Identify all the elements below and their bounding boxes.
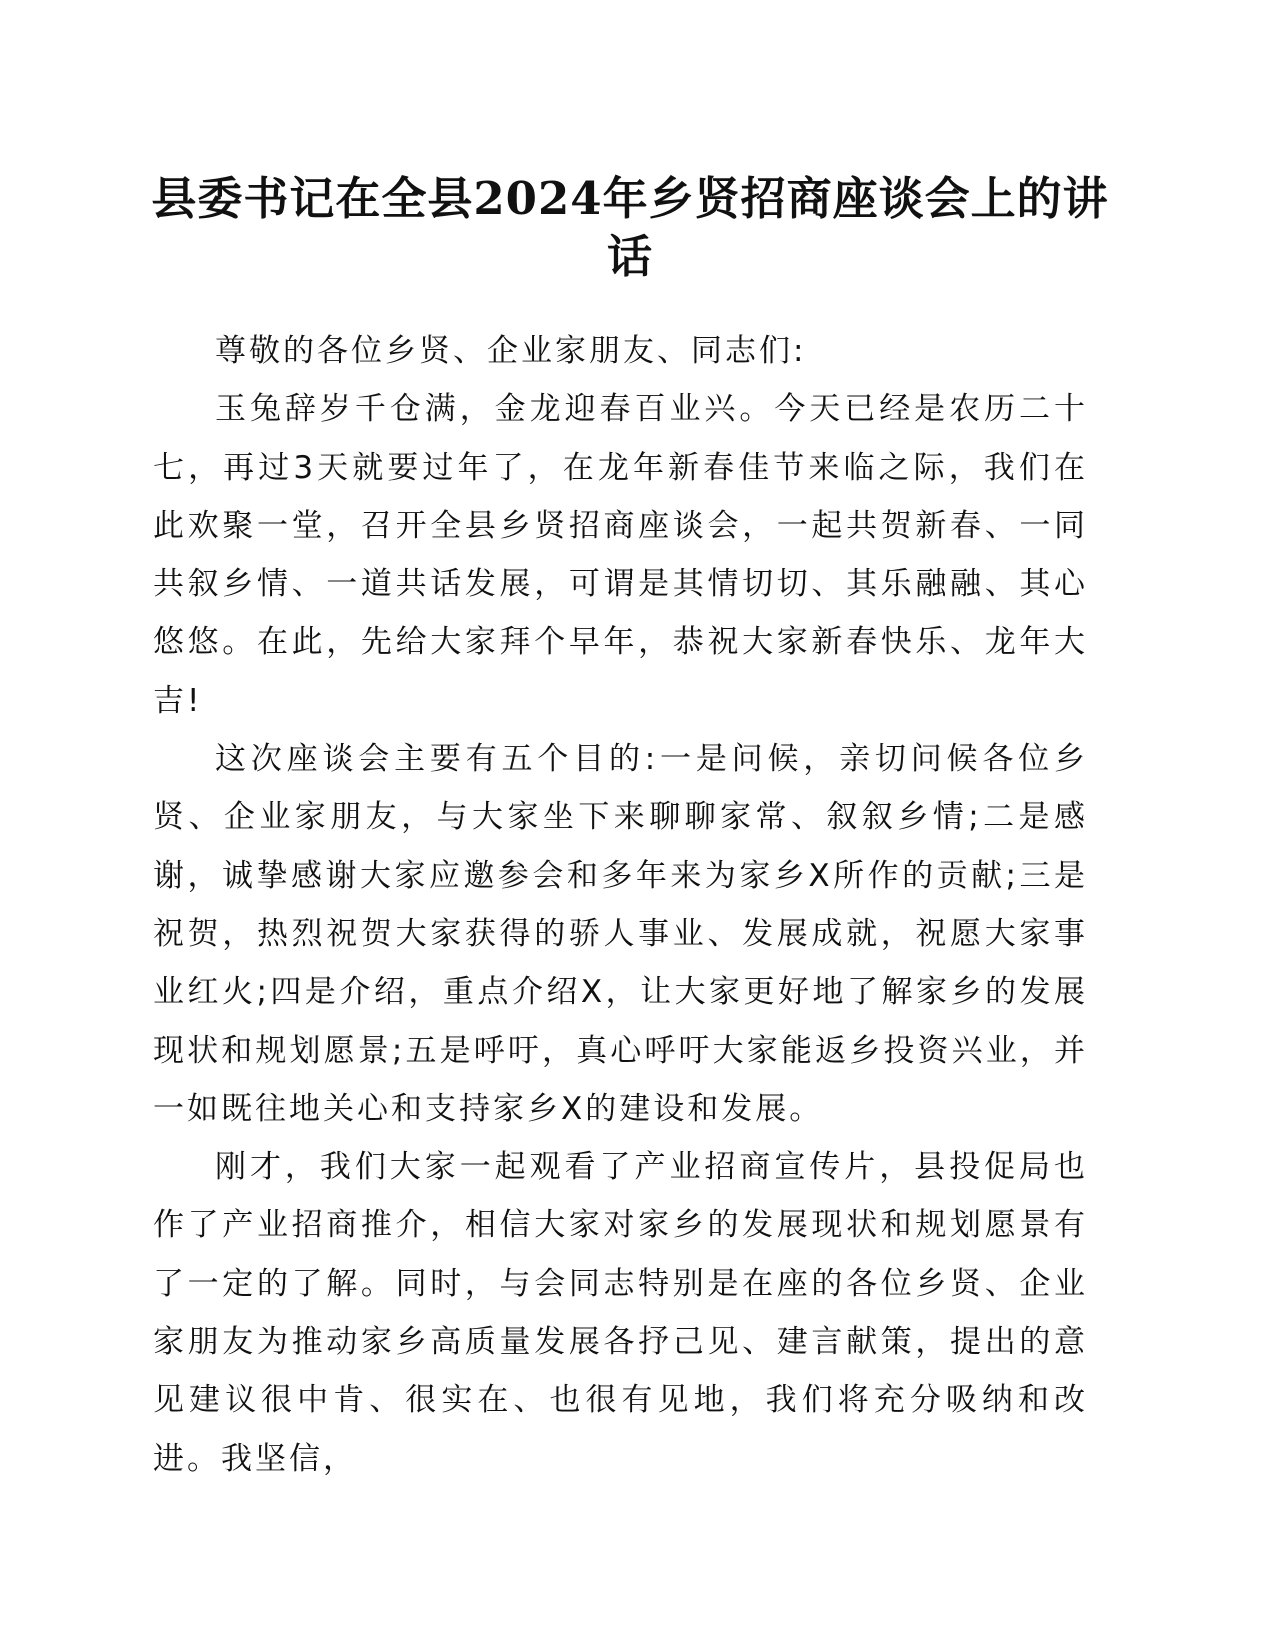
body-paragraph-1: 玉兔辞岁千仓满，金龙迎春百业兴。今天已经是农历二十七，再过3天就要过年了，在龙年新春佳节来临之际，我们在此欢聚一堂，召开全县乡贤招商座谈会，一起共贺新春、一同共叙乡情、一道共话发展，可谓是其情切切、其乐融融、其心悠悠。在此，先给大家拜个早年，恭祝大家新春快乐、龙年大吉! — [153, 391, 1088, 719]
document-body — [153, 322, 1088, 1488]
greeting-paragraph: 尊敬的各位乡贤、企业家朋友、同志们: — [215, 333, 807, 369]
document-title: 县委书记在全县2024年乡贤招商座谈会上的讲话 — [151, 172, 1109, 283]
body-paragraph-2: 这次座谈会主要有五个目的:一是问候，亲切问候各位乡贤、企业家朋友，与大家坐下来聊聊家常、叙叙乡情;二是感谢，诚挚感谢大家应邀参会和多年来为家乡X所作的贡献;三是祝贺，热烈祝贺大家获得的骄人事业、发展成就，祝愿大家事业红火;四是介绍，重点介绍X，让大家更好地了解家乡的发展现状和规划愿景;五是呼吁，真心呼吁大家能返乡投资兴业，并一如既往地关心和支持家乡X的建设和发展。 — [153, 741, 1088, 1127]
body-paragraph-3: 刚才，我们大家一起观看了产业招商宣传片，县投促局也作了产业招商推介，相信大家对家乡的发展现状和规划愿景有了一定的了解。同时，与会同志特别是在座的各位乡贤、企业家朋友为推动家乡高质量发展各抒己见、建言献策，提出的意见建议很中肯、很实在、也很有见地，我们将充分吸纳和改进。我坚信， — [153, 1149, 1088, 1477]
